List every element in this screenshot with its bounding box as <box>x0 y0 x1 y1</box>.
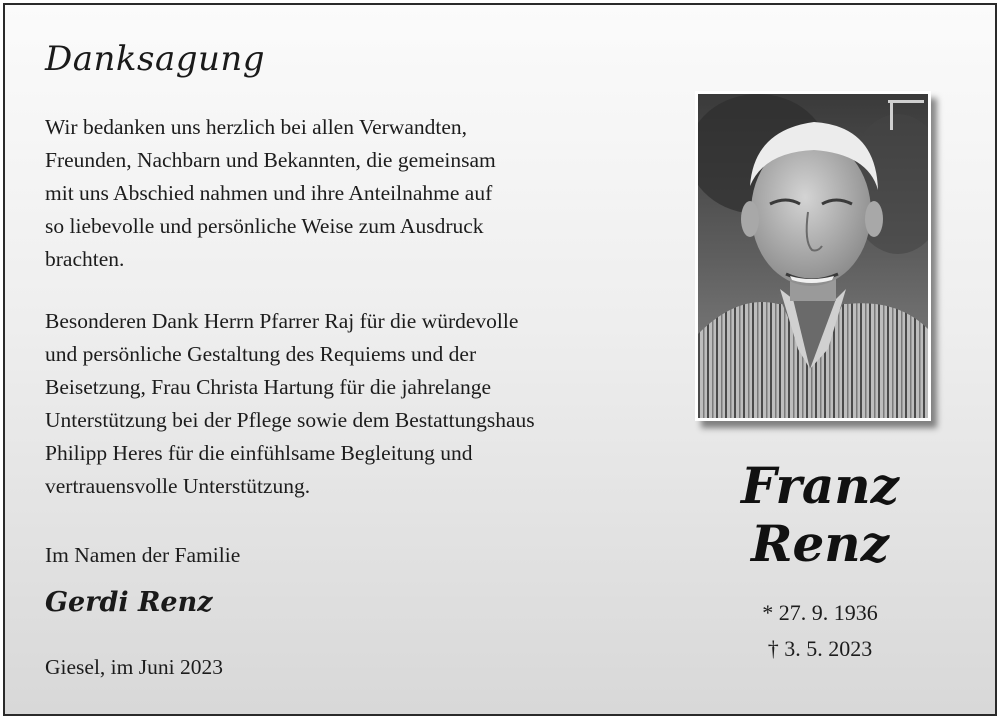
place-date: Giesel, im Juni 2023 <box>45 655 223 679</box>
thanks-line: mit uns Abschied nahmen und ihre Anteilnahme auf <box>45 181 493 205</box>
thanks-line: Wir bedanken uns herzlich bei allen Verwandten, <box>45 115 468 139</box>
thanks-paragraph <box>45 111 645 276</box>
heading: Danksagung <box>45 39 266 79</box>
special-thanks-line: Unterstützung bei der Pflege sowie dem Bestattungshaus <box>45 408 535 432</box>
obituary-card <box>3 3 997 716</box>
deceased-last-name: Renz <box>750 514 890 573</box>
special-thanks-paragraph <box>45 305 645 503</box>
special-thanks-line: Beisetzung, Frau Christa Hartung für die jahrelange <box>45 375 491 399</box>
family-line: Im Namen der Familie <box>45 543 241 567</box>
portrait-photo-icon <box>698 94 928 418</box>
deceased-name <box>685 457 955 573</box>
thanks-line: Freunden, Nachbarn und Bekannten, die gemeinsam <box>45 148 496 172</box>
death-date: † 3. 5. 2023 <box>767 636 873 661</box>
deceased-first-name: Franz <box>740 456 900 515</box>
special-thanks-line: vertrauensvolle Unterstützung. <box>45 474 311 498</box>
portrait-photo-frame <box>695 91 931 421</box>
thanks-line: brachten. <box>45 247 125 271</box>
special-thanks-line: Philipp Heres für die einfühlsame Begleitung und <box>45 441 473 465</box>
birth-date: * 27. 9. 1936 <box>762 600 878 625</box>
thanks-line: so liebevolle und persönliche Weise zum Ausdruck <box>45 214 484 238</box>
life-dates <box>685 595 955 667</box>
signer-name: Gerdi Renz <box>45 587 213 618</box>
special-thanks-line: Besonderen Dank Herrn Pfarrer Raj für die würdevolle <box>45 309 519 333</box>
special-thanks-line: und persönliche Gestaltung des Requiems und der <box>45 342 477 366</box>
